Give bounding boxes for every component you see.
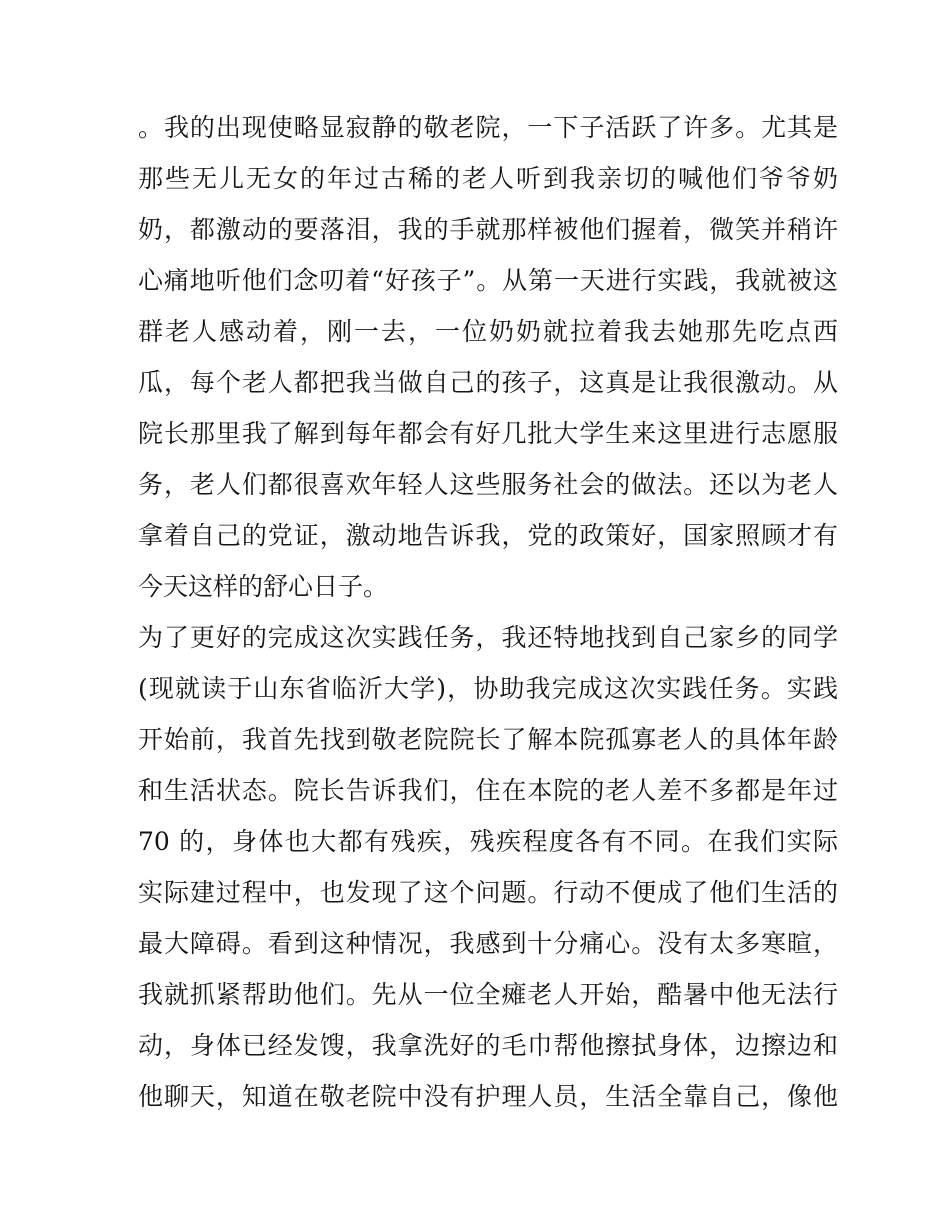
text-line: 院长那里我了解到每年都会有好几批大学生来这里进行志愿服 bbox=[138, 419, 838, 448]
text-line: 心痛地听他们念叨着“好孩子”。从第一天进行实践，我就被这 bbox=[138, 266, 838, 295]
text-line: (现就读于山东省临沂大学)，协助我完成这次实践任务。实践 bbox=[138, 674, 838, 703]
text-line: 。我的出现使略显寂静的敬老院，一下子活跃了许多。尤其是 bbox=[138, 113, 838, 142]
text-line: 拿着自己的党证，激动地告诉我，党的政策好，国家照顾才有 bbox=[138, 521, 838, 550]
paragraph bbox=[138, 612, 838, 1122]
paragraph bbox=[138, 102, 838, 612]
document-body bbox=[138, 102, 838, 1122]
text-line: 今天这样的舒心日子。 bbox=[138, 572, 389, 601]
text-line: 和生活状态。院长告诉我们，住在本院的老人差不多都是年过 bbox=[138, 776, 838, 805]
text-line: 那些无儿无女的年过古稀的老人听到我亲切的喊他们爷爷奶 bbox=[138, 164, 838, 193]
text-line: 瓜，每个老人都把我当做自己的孩子，这真是让我很激动。从 bbox=[138, 368, 838, 397]
text-line: 务，老人们都很喜欢年轻人这些服务社会的做法。还以为老人 bbox=[138, 470, 838, 499]
text-line: 奶，都激动的要落泪，我的手就那样被他们握着，微笑并稍许 bbox=[138, 215, 838, 244]
text-line: 群老人感动着，刚一去，一位奶奶就拉着我去她那先吃点西 bbox=[138, 317, 838, 346]
text-line: 70 的，身体也大都有残疾，残疾程度各有不同。在我们实际 bbox=[138, 827, 838, 856]
text-line: 实际建过程中，也发现了这个问题。行动不便成了他们生活的 bbox=[138, 878, 838, 907]
text-line: 动，身体已经发馊，我拿洗好的毛巾帮他擦拭身体，边擦边和 bbox=[138, 1031, 838, 1060]
text-line: 他聊天，知道在敬老院中没有护理人员，生活全靠自己，像他 bbox=[138, 1082, 838, 1111]
text-line: 最大障碍。看到这种情况，我感到十分痛心。没有太多寒暄， bbox=[138, 929, 838, 958]
text-line: 我就抓紧帮助他们。先从一位全瘫老人开始，酷暑中他无法行 bbox=[138, 980, 838, 1009]
text-line: 开始前，我首先找到敬老院院长了解本院孤寡老人的具体年龄 bbox=[138, 725, 838, 754]
text-line: 为了更好的完成这次实践任务，我还特地找到自己家乡的同学 bbox=[138, 623, 838, 652]
